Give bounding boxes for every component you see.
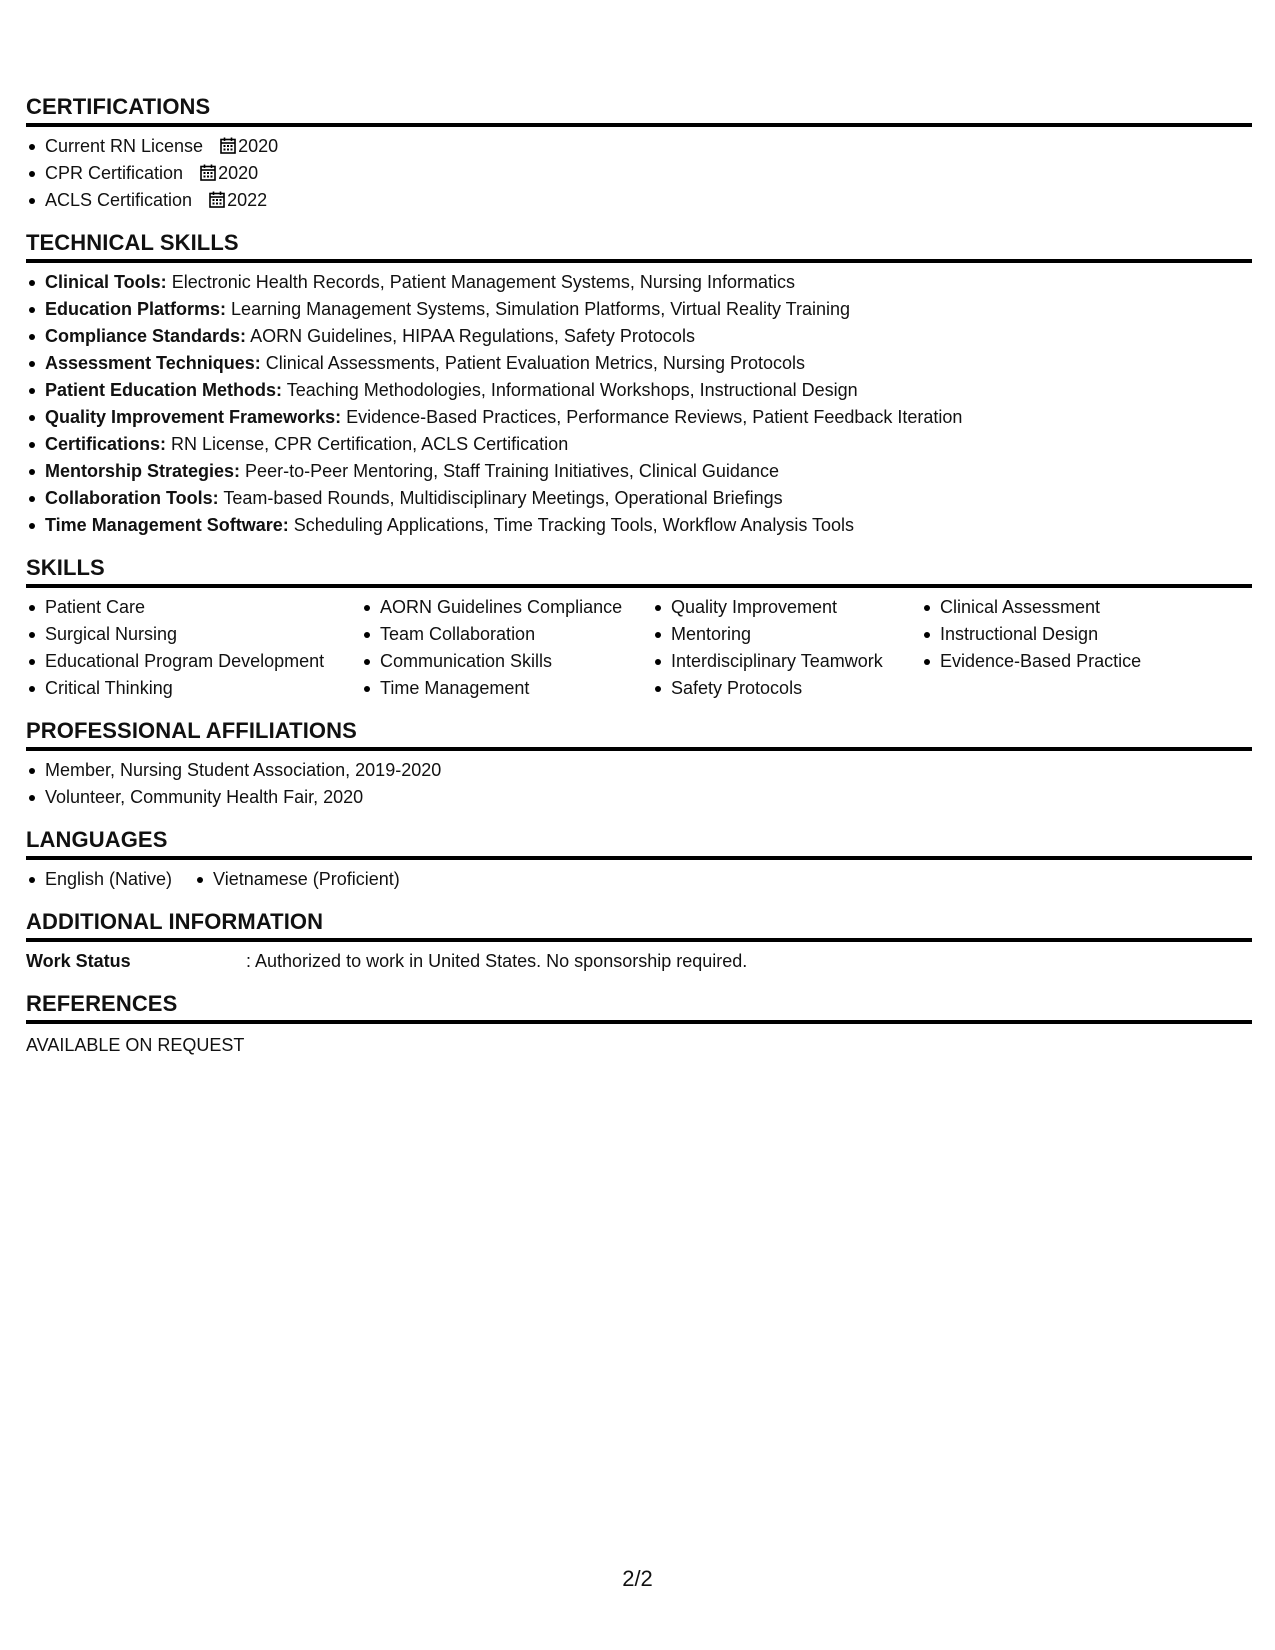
list-item <box>26 296 1252 323</box>
languages-list <box>26 866 1252 893</box>
technical-skills-section <box>26 230 1252 539</box>
list-item <box>26 323 1252 350</box>
skill-category-text: Clinical Assessments, Patient Evaluation Metrics, Nursing Protocols <box>265 353 805 373</box>
list-item: Team Collaboration <box>361 621 652 648</box>
list-item: AORN Guidelines Compliance <box>361 594 652 621</box>
references-section <box>26 991 1252 1059</box>
list-item: Time Management <box>361 675 652 702</box>
skill-category-label: Compliance Standards: <box>45 326 247 346</box>
calendar-icon <box>200 164 216 181</box>
certification-name: Current RN License <box>45 136 204 156</box>
skill-category-label: Assessment Techniques: <box>45 353 261 373</box>
skills-column-3 <box>652 594 921 702</box>
work-status-label: Work Status <box>26 951 131 971</box>
resume-page <box>26 94 1252 1059</box>
section-title-affiliations: PROFESSIONAL AFFILIATIONS <box>26 718 1252 751</box>
list-item <box>26 458 1252 485</box>
section-title-technical-skills: TECHNICAL SKILLS <box>26 230 1252 263</box>
list-item <box>26 350 1252 377</box>
certification-name: ACLS Certification <box>45 190 193 210</box>
section-title-references: REFERENCES <box>26 991 1252 1024</box>
list-item: Quality Improvement <box>652 594 921 621</box>
skill-category-text: Electronic Health Records, Patient Management Systems, Nursing Informatics <box>171 272 795 292</box>
list-item: Surgical Nursing <box>26 621 361 648</box>
list-item <box>26 377 1252 404</box>
page-number: 2/2 <box>622 1566 653 1591</box>
skills-column-2 <box>361 594 652 702</box>
skill-category-label: Time Management Software: <box>45 515 289 535</box>
calendar-icon <box>220 137 236 154</box>
affiliations-list <box>26 757 1252 811</box>
list-item: Communication Skills <box>361 648 652 675</box>
certifications-list <box>26 133 1252 214</box>
list-item: Member, Nursing Student Association, 2019-2020 <box>26 757 1252 784</box>
section-title-additional-info: ADDITIONAL INFORMATION <box>26 909 1252 942</box>
skill-category-text: Evidence-Based Practices, Performance Reviews, Patient Feedback Iteration <box>346 407 963 427</box>
skill-category-label: Clinical Tools: <box>45 272 167 292</box>
skill-category-label: Mentorship Strategies: <box>45 461 241 481</box>
list-item: Patient Care <box>26 594 361 621</box>
skill-category-label: Quality Improvement Frameworks: <box>45 407 342 427</box>
calendar-icon <box>209 191 225 208</box>
list-item <box>26 404 1252 431</box>
affiliations-section <box>26 718 1252 811</box>
list-item: Instructional Design <box>921 621 1221 648</box>
list-item: English (Native) <box>26 866 172 893</box>
list-item <box>26 133 1252 160</box>
skill-category-label: Education Platforms: <box>45 299 227 319</box>
list-item: Volunteer, Community Health Fair, 2020 <box>26 784 1252 811</box>
certification-year: 2020 <box>218 163 259 183</box>
list-item: Educational Program Development <box>26 648 361 675</box>
list-item: Interdisciplinary Teamwork <box>652 648 921 675</box>
additional-info-section <box>26 909 1252 975</box>
skill-category-text: Teaching Methodologies, Informational Workshops, Instructional Design <box>286 380 858 400</box>
skills-grid <box>26 594 1252 702</box>
skill-category-text: Learning Management Systems, Simulation Platforms, Virtual Reality Training <box>231 299 850 319</box>
skills-column-1 <box>26 594 361 702</box>
skill-category-text: AORN Guidelines, HIPAA Regulations, Safety Protocols <box>250 326 695 346</box>
skill-category-text: Peer-to-Peer Mentoring, Staff Training Initiatives, Clinical Guidance <box>245 461 779 481</box>
section-title-certifications: CERTIFICATIONS <box>26 94 1252 127</box>
certification-year: 2020 <box>238 136 279 156</box>
section-title-skills: SKILLS <box>26 555 1252 588</box>
list-item <box>26 160 1252 187</box>
list-item: Critical Thinking <box>26 675 361 702</box>
skill-category-label: Collaboration Tools: <box>45 488 219 508</box>
skills-column-4 <box>921 594 1221 702</box>
skill-category-text: RN License, CPR Certification, ACLS Certification <box>171 434 569 454</box>
list-item: Safety Protocols <box>652 675 921 702</box>
technical-skills-list <box>26 269 1252 539</box>
work-status-row <box>26 948 1252 975</box>
list-item <box>26 512 1252 539</box>
work-status-value: : Authorized to work in United States. No sponsorship required. <box>246 951 748 971</box>
certifications-section <box>26 94 1252 214</box>
references-text: AVAILABLE ON REQUEST <box>26 1035 245 1055</box>
skill-category-label: Certifications: <box>45 434 167 454</box>
certification-name: CPR Certification <box>45 163 184 183</box>
list-item: Evidence-Based Practice <box>921 648 1221 675</box>
list-item <box>26 269 1252 296</box>
section-title-languages: LANGUAGES <box>26 827 1252 860</box>
list-item: Vietnamese (Proficient) <box>194 866 400 893</box>
languages-section <box>26 827 1252 893</box>
list-item: Clinical Assessment <box>921 594 1221 621</box>
list-item <box>26 187 1252 214</box>
list-item <box>26 485 1252 512</box>
list-item: Mentoring <box>652 621 921 648</box>
list-item <box>26 431 1252 458</box>
skills-section <box>26 555 1252 702</box>
skill-category-text: Scheduling Applications, Time Tracking Tools, Workflow Analysis Tools <box>293 515 855 535</box>
certification-year: 2022 <box>227 190 268 210</box>
skill-category-label: Patient Education Methods: <box>45 380 283 400</box>
skill-category-text: Team-based Rounds, Multidisciplinary Meetings, Operational Briefings <box>223 488 783 508</box>
